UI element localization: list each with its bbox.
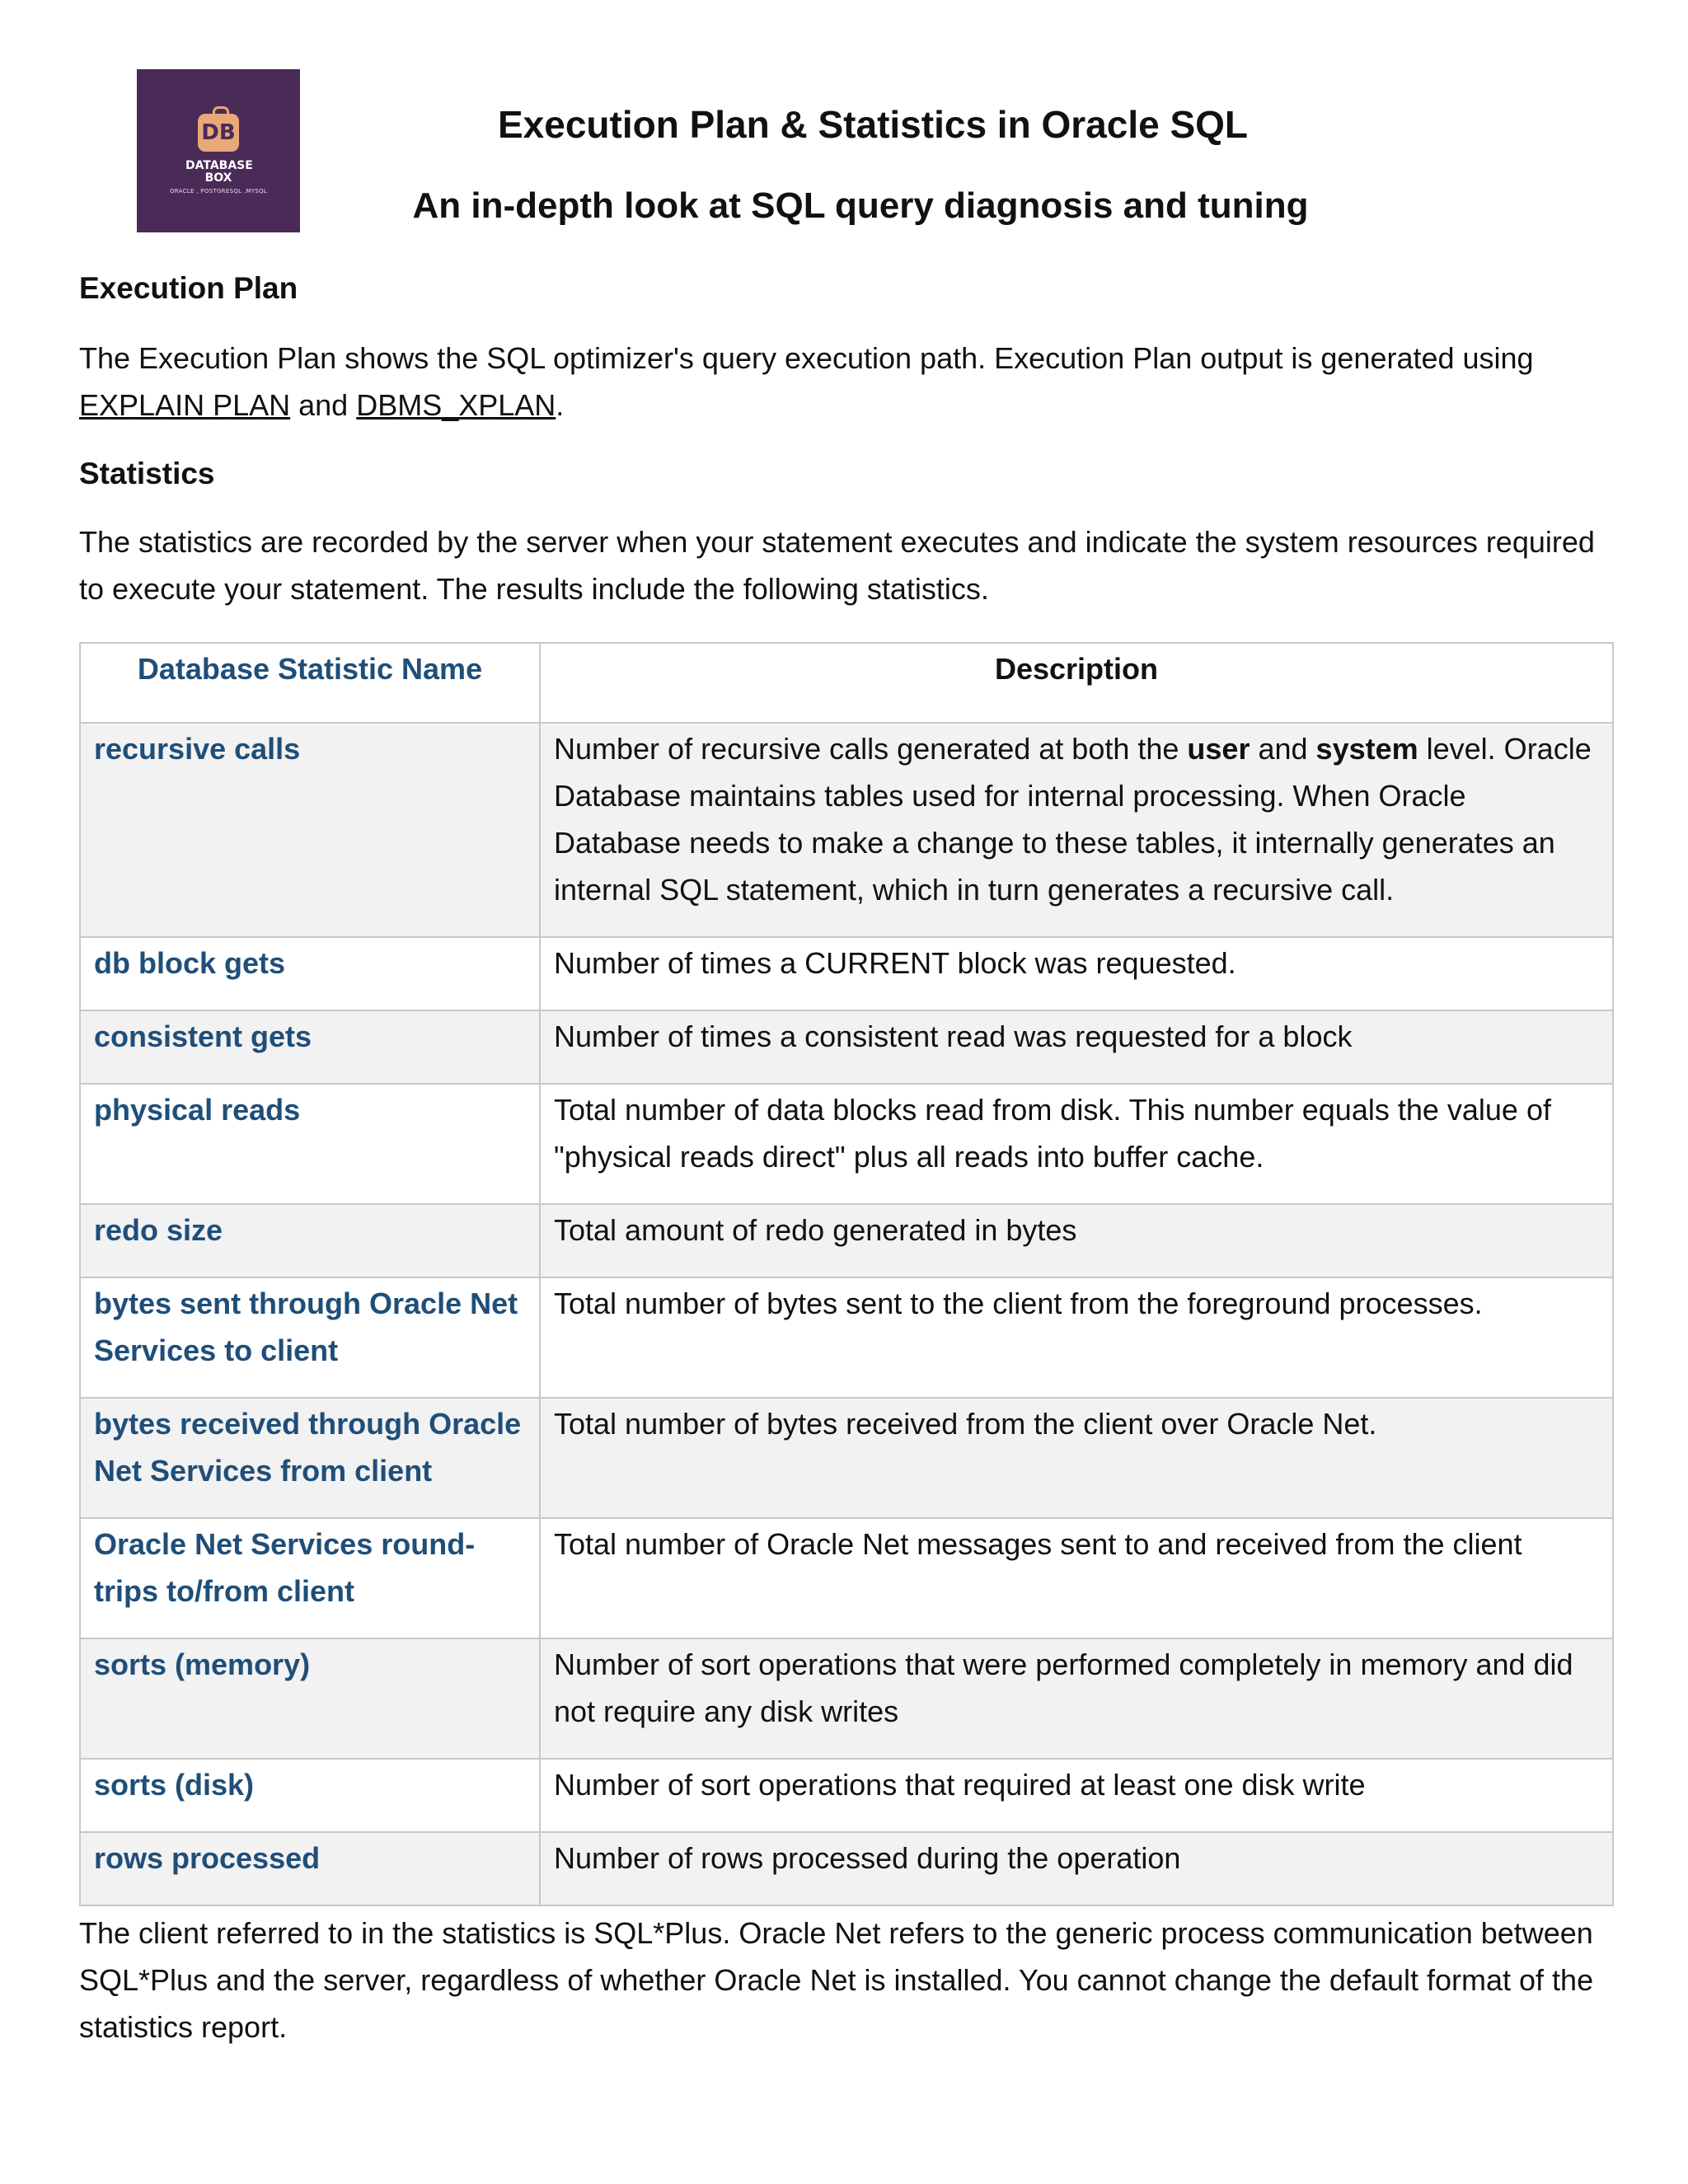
db-tag-icon: DB [198, 114, 239, 152]
table-row [80, 1832, 1613, 1905]
stat-description: Number of times a consistent read was requested for a block [540, 1010, 1613, 1084]
statistics-table [79, 642, 1614, 1906]
stat-name: sorts (memory) [80, 1638, 540, 1759]
table-row [80, 723, 1613, 937]
execution-plan-heading: Execution Plan [79, 271, 298, 305]
explain-plan-link[interactable]: EXPLAIN PLAN [79, 388, 291, 422]
table-header-row [80, 643, 1613, 723]
stat-name: db block gets [80, 937, 540, 1010]
document-body [79, 265, 1612, 2050]
table-row [80, 937, 1613, 1010]
stat-description: Number of sort operations that required at least one disk write [540, 1759, 1613, 1832]
column-header-name: Database Statistic Name [80, 643, 540, 723]
statistics-paragraph: The statistics are recorded by the server when your statement executes and indicate the system resources required to execute your statement. The results include the following statistics. [79, 525, 1595, 606]
stat-name: Oracle Net Services round-trips to/from client [80, 1518, 540, 1638]
logo-subtitle: ORACLE , POSTGRESQL ,MYSQL [169, 188, 268, 194]
stat-description: Number of recursive calls generated at both the user and system level. Oracle Database maintains tables used for internal processing. When Oracle Database needs to make a change to these tables, it internally generates an internal SQL statement, which in turn generates a recursive call. [540, 723, 1613, 937]
column-header-description: Description [540, 643, 1613, 723]
table-row [80, 1010, 1613, 1084]
stat-description: Number of rows processed during the operation [540, 1832, 1613, 1905]
stat-description: Total amount of redo generated in bytes [540, 1204, 1613, 1277]
stat-description: Total number of bytes received from the client over Oracle Net. [540, 1398, 1613, 1518]
stat-name: bytes received through Oracle Net Services from client [80, 1398, 540, 1518]
table-row [80, 1759, 1613, 1832]
stat-name: bytes sent through Oracle Net Services to client [80, 1277, 540, 1398]
stat-description: Total number of data blocks read from disk. This number equals the value of "physical reads direct" plus all reads into buffer cache. [540, 1084, 1613, 1204]
table-row [80, 1277, 1613, 1398]
stat-description: Number of times a CURRENT block was requested. [540, 937, 1613, 1010]
table-row [80, 1638, 1613, 1759]
logo-name: DATABASE BOX [185, 159, 253, 185]
page-subtitle: An in-depth look at SQL query diagnosis and tuning [412, 185, 1309, 226]
footer-paragraph: The client referred to in the statistics is SQL*Plus. Oracle Net refers to the generic process communication between SQL*Plus and the server, regardless of whether Oracle Net is installed. You cannot change the default format of the statistics report. [79, 1916, 1594, 2044]
page-title: Execution Plan & Statistics in Oracle SQL [497, 103, 1249, 146]
stat-name: sorts (disk) [80, 1759, 540, 1832]
stat-name: rows processed [80, 1832, 540, 1905]
stat-name: recursive calls [80, 723, 540, 937]
stat-description: Total number of Oracle Net messages sent to and received from the client [540, 1518, 1613, 1638]
stat-name: consistent gets [80, 1010, 540, 1084]
table-row [80, 1204, 1613, 1277]
stat-description: Number of sort operations that were performed completely in memory and did not require any disk writes [540, 1638, 1613, 1759]
statistics-heading: Statistics [79, 457, 215, 490]
stat-name: physical reads [80, 1084, 540, 1204]
stat-description: Total number of bytes sent to the client from the foreground processes. [540, 1277, 1613, 1398]
table-row [80, 1398, 1613, 1518]
execution-plan-paragraph: The Execution Plan shows the SQL optimizer's query execution path. Execution Plan output is generated using EXPLAIN PLAN and DBMS_XPLAN. [79, 341, 1534, 422]
dbms-xplan-link[interactable]: DBMS_XPLAN [356, 388, 556, 422]
stat-name: redo size [80, 1204, 540, 1277]
table-row [80, 1518, 1613, 1638]
table-row [80, 1084, 1613, 1204]
